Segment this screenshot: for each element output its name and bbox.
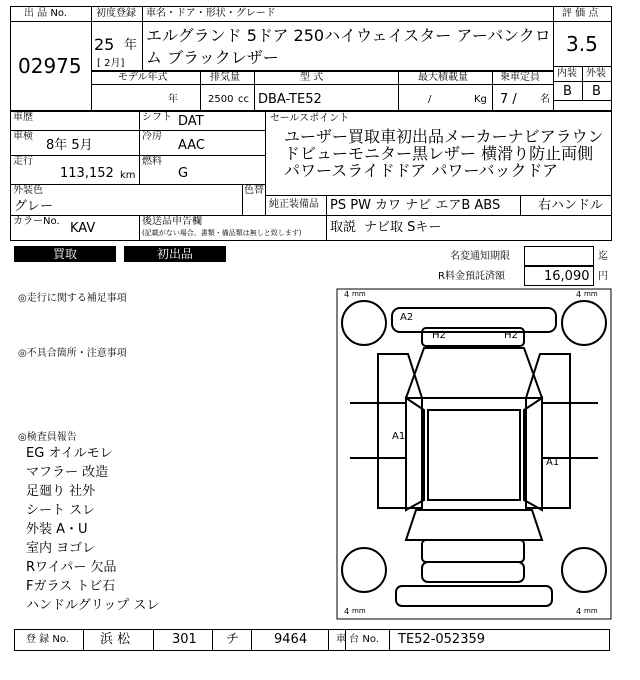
exterior-grade: B xyxy=(592,84,601,99)
tire-rr-unit: mm xyxy=(584,607,598,615)
mark-front-bumper: A2 xyxy=(400,312,414,323)
color-label: 外装色 xyxy=(13,185,43,196)
capacity-label: 乗車定員 xyxy=(500,72,540,83)
registration-number: 9464 xyxy=(274,632,308,647)
tire-rear-right xyxy=(562,548,606,592)
report-line-1: EG オイルモレ xyxy=(26,446,113,461)
model-name-line1: エルグランド 5ドア 250ハイウェイスター アーバンクロ xyxy=(146,26,551,45)
color-no-value: KAV xyxy=(70,221,96,236)
recycle-label: R料金預託済額 xyxy=(438,271,505,282)
sales-point-label: セールスポイント xyxy=(270,113,350,124)
mark-headlamp-right: H2 xyxy=(504,330,518,341)
report-line-4: シート スレ xyxy=(26,503,96,518)
first-reg-month: [ 2月] xyxy=(97,58,125,69)
interior-grade: B xyxy=(563,84,572,99)
model-year-unit: 年 xyxy=(168,94,178,105)
report-line-8: Fガラス トビ石 xyxy=(26,579,116,594)
sales-point-line3: パワースライドドア パワーバックドア xyxy=(284,161,559,180)
inspector-heading: ◎検査員報告 xyxy=(18,432,77,443)
equipment-value: PS PW カワ ナビ エアB ABS xyxy=(330,198,501,213)
driving-notes-heading: ◎走行に関する補足事項 xyxy=(18,293,127,304)
load-unit: Kg xyxy=(474,94,487,105)
displacement-unit: cc xyxy=(238,94,249,105)
mark-left-side: A1 xyxy=(392,431,406,442)
tire-fl-unit: mm xyxy=(352,290,366,298)
history-label: 車歴 xyxy=(13,112,33,123)
tire-fr-unit: mm xyxy=(584,290,598,298)
fuel-label: 燃料 xyxy=(142,156,162,167)
registration-kana: チ xyxy=(226,632,240,647)
tire-fl-value: 4 xyxy=(344,290,350,299)
tire-front-left xyxy=(342,301,386,345)
removed-value: ナビ取 Sキー xyxy=(364,220,442,235)
mark-headlamp-left: H2 xyxy=(432,330,446,341)
tire-rear-left xyxy=(342,548,386,592)
type-value: DBA-TE52 xyxy=(258,92,322,107)
sales-point-line1: ユーザー買取車初出品メーカーナビアラウン xyxy=(284,127,604,146)
color-value: グレー xyxy=(14,199,54,214)
tire-fr-value: 4 xyxy=(576,290,582,299)
tire-front-right xyxy=(562,301,606,345)
handle-value: 右ハンドル xyxy=(538,198,604,213)
aftermarket-label: 後送品申告欄 xyxy=(142,216,202,227)
report-line-3: 足廻り 社外 xyxy=(26,484,96,499)
registration-class: 301 xyxy=(172,632,197,647)
name-change-label: 名変通知期限 xyxy=(450,251,510,262)
color-change-label: 色替 xyxy=(244,185,264,196)
recycle-unit: 円 xyxy=(598,271,608,282)
inspection-value: 8年 5月 xyxy=(46,138,93,153)
name-change-unit: 迄 xyxy=(598,251,608,262)
load-label: 最大積載量 xyxy=(418,72,468,83)
grade-label: 評 価 点 xyxy=(562,8,599,19)
report-line-9: ハンドルグリップ スレ xyxy=(26,598,160,613)
mileage-unit: km xyxy=(120,170,136,181)
name-change-cell xyxy=(524,246,594,266)
defect-notes-heading: ◎不具合箇所・注意事項 xyxy=(18,348,127,359)
first-reg-year-unit: 年 xyxy=(124,38,138,53)
model-name-line2: ム ブラックレザー xyxy=(146,48,279,67)
tire-rr-value: 4 xyxy=(576,607,582,616)
removed-label: 取説 xyxy=(330,220,357,235)
model-label: 車名・ドア・形状・グレード xyxy=(146,8,276,19)
chassis-number: TE52-052359 xyxy=(398,632,486,647)
mileage-value: 113,152 xyxy=(60,166,114,181)
mark-right-side: A1 xyxy=(546,457,560,468)
first-reg-year: 25 xyxy=(94,35,115,54)
report-line-5: 外装 A・U xyxy=(26,522,88,537)
report-line-2: マフラー 改造 xyxy=(26,465,109,480)
model-year-cell xyxy=(91,84,201,111)
ac-value: AAC xyxy=(178,138,205,153)
interior-label: 内装 xyxy=(557,68,577,79)
lot-number: 02975 xyxy=(18,54,82,78)
report-line-7: Rワイパー 欠品 xyxy=(26,560,117,575)
inspection-label: 車検 xyxy=(13,131,33,142)
mileage-label: 走行 xyxy=(13,156,33,167)
displacement-label: 排気量 xyxy=(210,72,240,83)
load-slash: / xyxy=(428,94,432,105)
first-listing-tag: 初出品 xyxy=(124,246,226,262)
displacement-value: 2500 xyxy=(208,94,234,105)
registration-area: 浜 松 xyxy=(100,632,131,647)
buy-tag: 買取 xyxy=(14,246,116,262)
first-reg-label: 初度登録 xyxy=(96,8,136,19)
report-line-6: 室内 ヨゴレ xyxy=(26,541,96,556)
equipment-label: 純正装備品 xyxy=(269,199,319,210)
type-label-cell xyxy=(254,71,399,85)
capacity-value: 7 / xyxy=(500,92,517,107)
tire-rl-unit: mm xyxy=(352,607,366,615)
shift-value: DAT xyxy=(178,114,204,129)
ac-label: 冷房 xyxy=(142,131,162,142)
recycle-value: 16,090 xyxy=(544,269,590,284)
tire-rl-value: 4 xyxy=(344,607,350,616)
color-no-label: カラーNo. xyxy=(13,216,60,227)
model-year-label: モデル年式 xyxy=(118,72,168,83)
exterior-label: 外装 xyxy=(586,68,606,79)
sales-point-line2: ドビューモニター黒レザー 横滑り防止両側 xyxy=(284,144,594,163)
aftermarket-note: (記載がない場合、書類・備品類は無しと致します) xyxy=(142,229,302,237)
chassis-label: 車 台 No. xyxy=(336,634,379,645)
shift-label: シフト xyxy=(142,112,172,123)
grade-score: 3.5 xyxy=(566,32,598,56)
capacity-unit: 名 xyxy=(540,94,550,105)
lot-label: 出 品 No. xyxy=(24,8,67,19)
registration-label: 登 録 No. xyxy=(26,634,69,645)
type-label: 型 式 xyxy=(300,72,324,83)
fuel-value: G xyxy=(178,166,189,181)
car-diagram xyxy=(336,288,612,620)
